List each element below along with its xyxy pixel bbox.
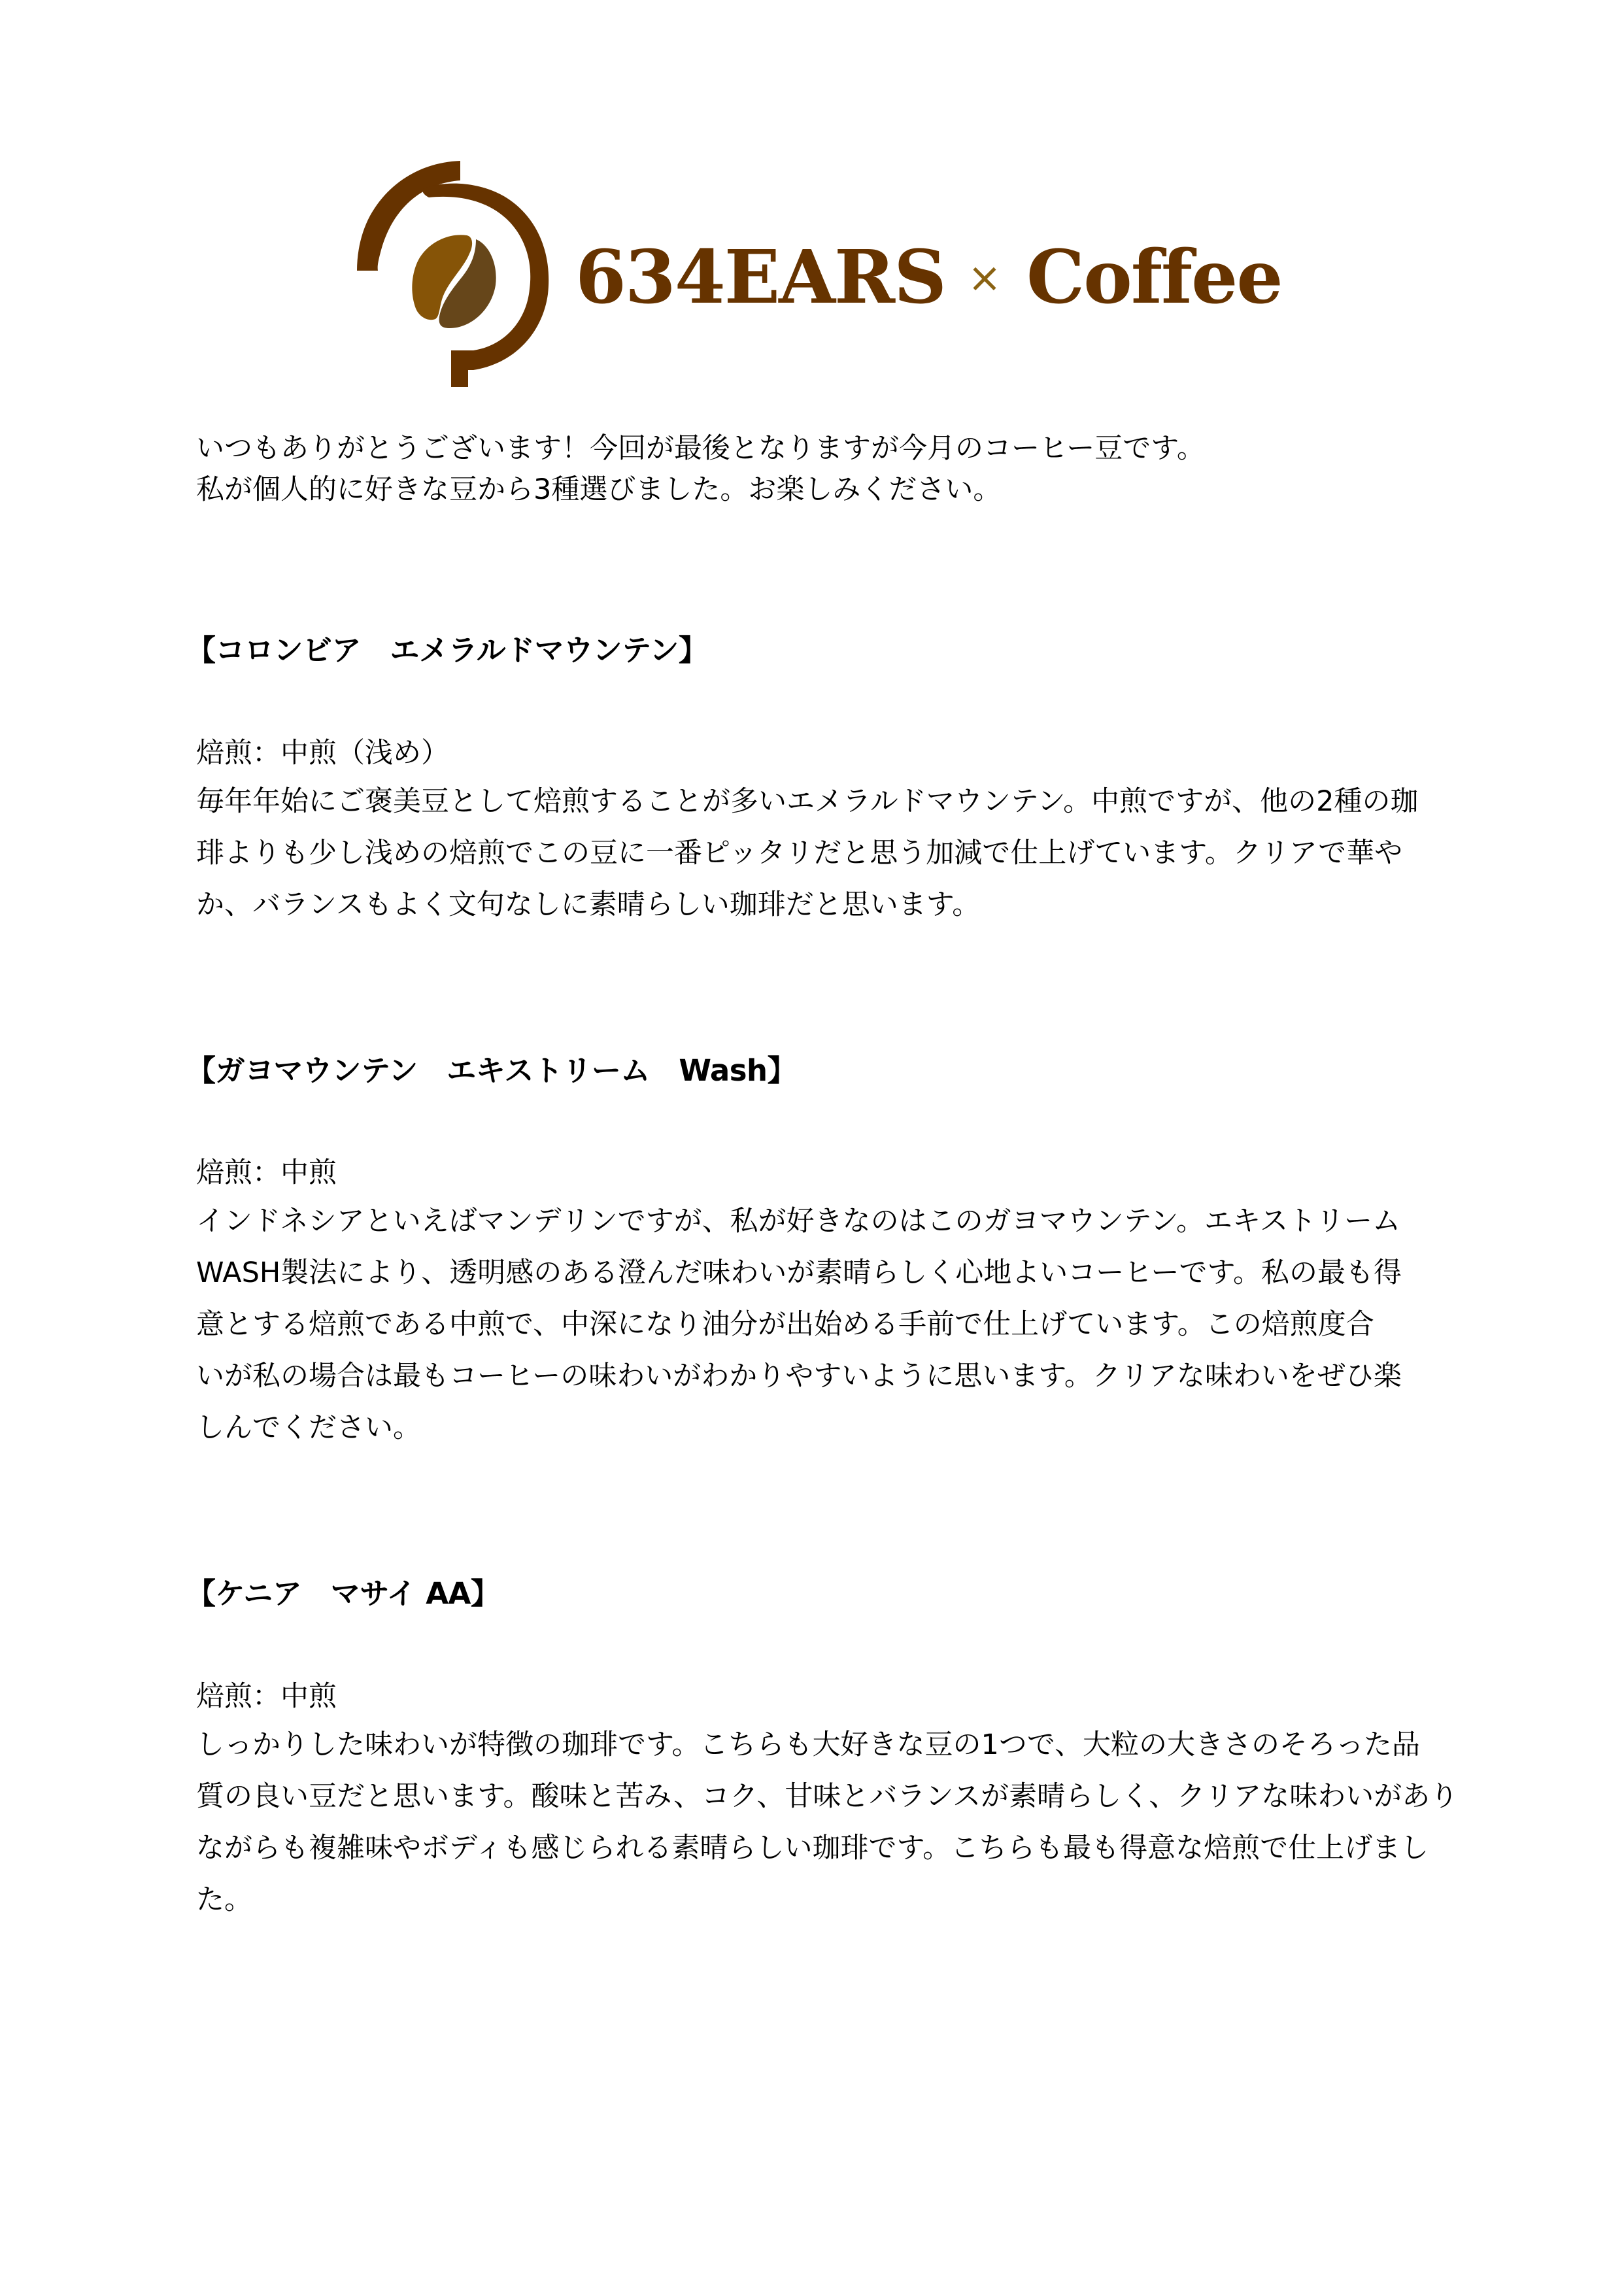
coffee-section-colombia [186,631,1448,921]
section-title: 【コロンビア エメラルドマウンテン】 [186,633,708,667]
description-line: 琲よりも少し浅めの焙煎でこの豆に一番ピッタリだと思う加減で仕上げています。クリアで華や [196,837,1403,869]
coffee-bean-icon [352,154,561,390]
description-line: 質の良い豆だと思います。酸味と苦み、コク、甘味とバランスが素晴らしく、クリアな味わいがあり [196,1780,1459,1813]
description-line: ながらも複雑味やボディも感じられる素晴らしい珈琲です。こちらも最も得意な焙煎で仕上げまし [196,1832,1429,1864]
description-line: か、バランスもよく文句なしに素晴らしい珈琲だと思います。 [196,888,981,921]
coffee-section-kenya [186,1574,1459,1916]
section-description [196,1719,1459,1926]
description-line: インドネシアといえばマンデリンですが、私が好きなのはこのガヨマウンテン。エキストリーム [196,1205,1401,1238]
intro-paragraph [196,428,1438,511]
product-name: Coffee [1026,234,1282,320]
description-line: WASH製法により、透明感のある澄んだ味わいが素晴らしく心地よいコーヒーです。私の最も得 [196,1257,1402,1289]
description-line: た。 [196,1883,252,1916]
roast-level: 焙煎：中煎 [196,1680,337,1713]
brand-wordmark [575,231,1282,323]
section-description [196,776,1451,931]
description-line: 毎年年始にご褒美豆として焙煎することが多いエメラルドマウンテン。中煎ですが、他の2種の珈 [196,785,1419,818]
separator-x: × [968,253,1002,301]
description-line: いが私の場合は最もコーヒーの味わいがわかりやすいように思います。クリアな味わいをぜひ楽 [196,1360,1402,1392]
roast-level: 焙煎：中煎（浅め） [196,737,449,769]
description-line: しんでください。 [196,1411,421,1444]
coffee-section-gayo-mountain [186,1051,1448,1444]
roast-level: 焙煎：中煎 [196,1156,337,1189]
section-title: 【ガヨマウンテン エキストリーム Wash】 [186,1053,797,1088]
brand-name: 634EARS [575,234,946,320]
section-title: 【ケニア マサイ AA】 [186,1576,500,1611]
section-description [196,1196,1451,1454]
description-line: しっかりした味わいが特徴の珈琲です。こちらも大好きな豆の1つで、大粒の大きさのそろった品 [196,1729,1421,1761]
intro-line: 私が個人的に好きな豆から3種選びました。お楽しみください。 [196,473,1002,506]
description-line: 意とする焙煎である中煎で、中深になり油分が出始める手前で仕上げています。この焙煎度合 [196,1308,1374,1341]
brand-logo [352,154,1306,390]
intro-line: いつもありがとうございます！今回が最後となりますが今月のコーヒー豆です。 [196,432,1205,465]
